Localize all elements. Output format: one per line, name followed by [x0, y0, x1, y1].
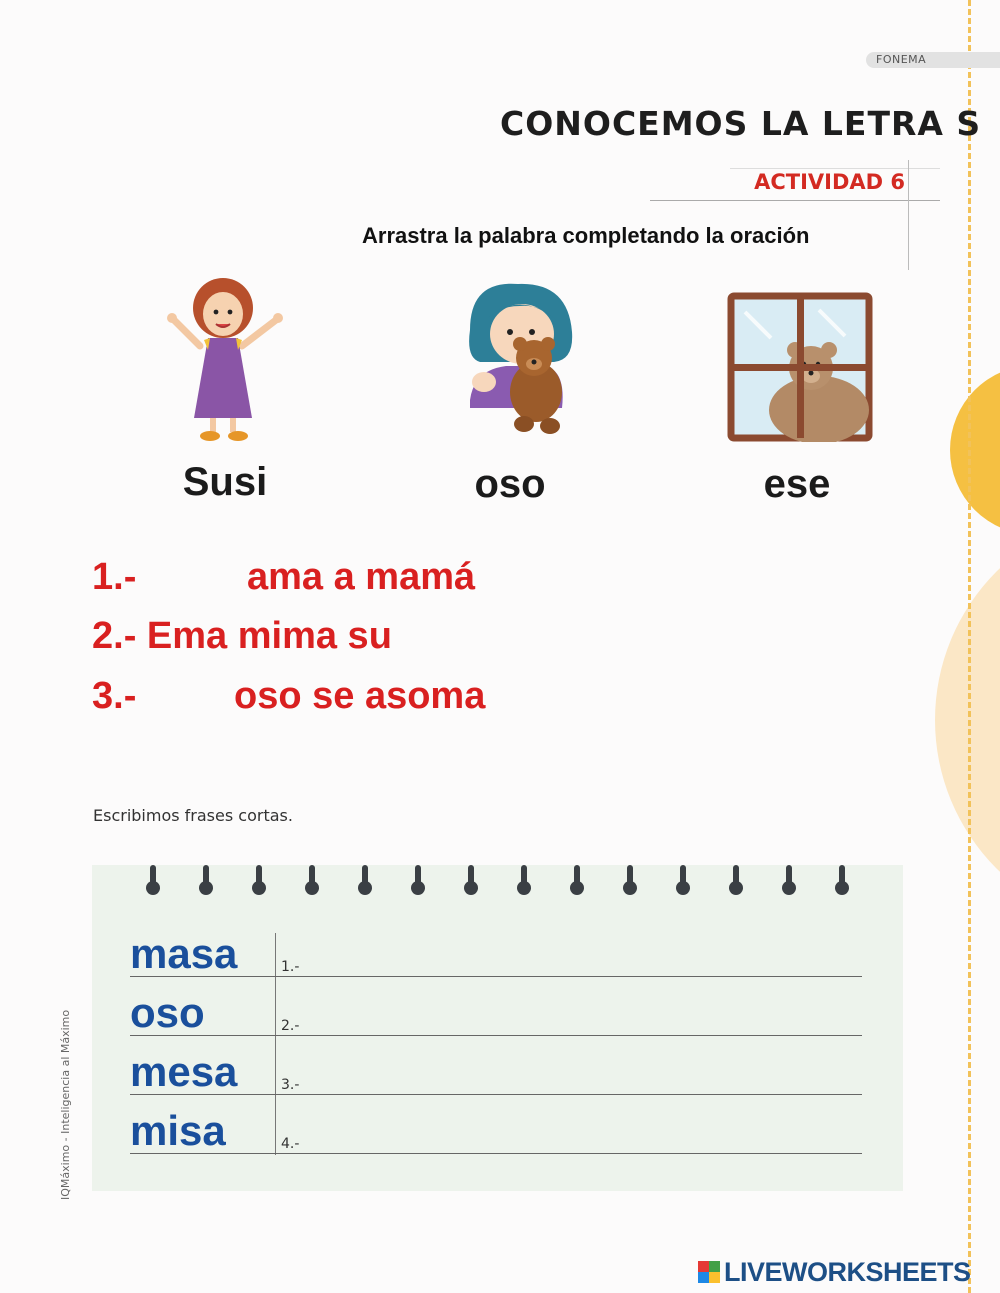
notebook-ring: [521, 865, 527, 891]
sentence-text: oso se asoma: [234, 675, 486, 717]
notebook-ring: [415, 865, 421, 891]
writing-row-4: [130, 1095, 862, 1154]
writing-input-1[interactable]: [310, 928, 860, 974]
writing-number: 4.-: [281, 1136, 300, 1152]
sentence-number: 3.-: [92, 675, 137, 717]
notebook-ring: [839, 865, 845, 891]
drop-zone-1[interactable]: [149, 562, 239, 598]
notebook-ring: [256, 865, 262, 891]
writing-word: mesa: [130, 1048, 238, 1095]
notebook-ring: [574, 865, 580, 891]
side-credit: IQMáximo - Inteligencia al Máximo: [59, 1009, 72, 1200]
decorative-circle-yellow: [950, 365, 1000, 535]
writing-number: 2.-: [281, 1018, 300, 1034]
writing-input-2[interactable]: [310, 987, 860, 1033]
fonema-tab: FONEMA: [866, 52, 1000, 68]
drop-zone-3[interactable]: [149, 681, 229, 717]
writing-number: 1.-: [281, 959, 300, 975]
writing-word: misa: [130, 1107, 226, 1154]
notebook-ring: [680, 865, 686, 891]
liveworksheets-logo-text: LIVEWORKSHEETS: [724, 1257, 971, 1287]
writing-word: masa: [130, 930, 238, 977]
writing-row-1: [130, 918, 862, 977]
dashed-margin-line: [968, 0, 971, 1293]
writing-line: [130, 1153, 862, 1154]
notebook-ring: [468, 865, 474, 891]
sentence-number: 1.-: [92, 556, 137, 598]
notebook: [92, 865, 903, 1191]
notebook-ring: [150, 865, 156, 891]
liveworksheets-icon: [698, 1261, 720, 1283]
writing-row-3: [130, 1036, 862, 1095]
page-title: CONOCEMOS LA LETRA S: [500, 104, 982, 143]
writing-input-4[interactable]: [310, 1105, 860, 1151]
writing-number: 3.-: [281, 1077, 300, 1093]
draggable-word-ese[interactable]: ese: [763, 462, 831, 506]
notebook-ring: [203, 865, 209, 891]
divider: [650, 200, 940, 201]
bear-behind-window-illustration: [727, 292, 873, 442]
notebook-ring: [309, 865, 315, 891]
writing-word: oso: [130, 989, 205, 1036]
notebook-ring: [733, 865, 739, 891]
sentence-number: 2.- Ema mima su: [92, 615, 392, 657]
notebook-ring: [362, 865, 368, 891]
writing-heading: Escribimos frases cortas.: [93, 806, 293, 825]
drop-zone-2[interactable]: [432, 621, 542, 657]
sentence-text: ama a mamá: [247, 556, 476, 598]
draggable-word-oso[interactable]: oso: [474, 462, 546, 506]
draggable-word-susi[interactable]: Susi: [182, 460, 268, 504]
notebook-ring: [786, 865, 792, 891]
notebook-ring: [627, 865, 633, 891]
instruction-text: Arrastra la palabra completando la oración: [362, 223, 810, 248]
girl-susi-illustration: [160, 268, 290, 448]
writing-row-2: [130, 977, 862, 1036]
divider: [908, 160, 909, 270]
activity-label: ACTIVIDAD 6: [754, 170, 905, 194]
girl-hugging-teddy-bear-illustration: [450, 280, 585, 445]
writing-input-3[interactable]: [310, 1046, 860, 1092]
